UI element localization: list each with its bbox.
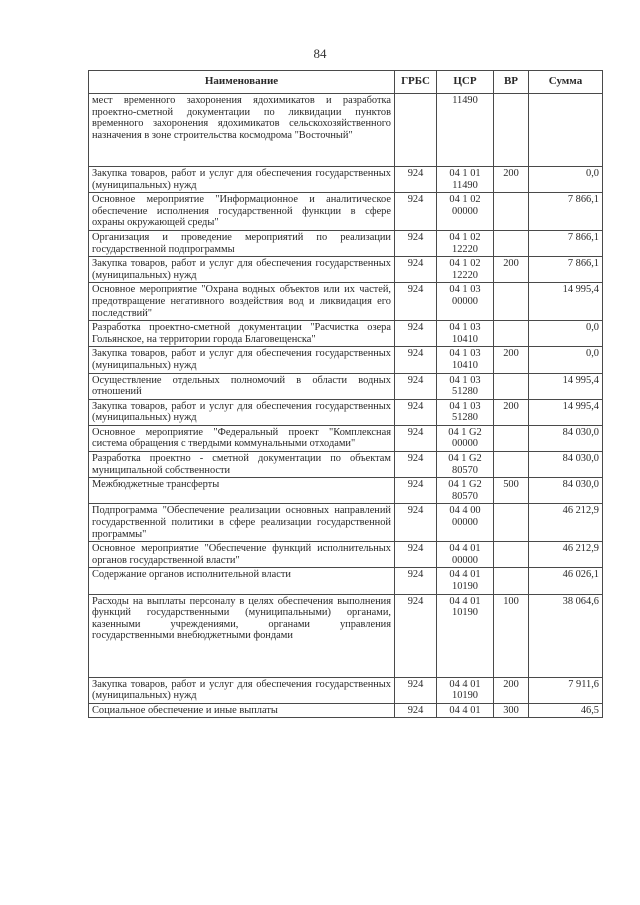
cell-csr: 04 4 01 00000	[437, 542, 494, 568]
table-row	[89, 703, 603, 718]
cell-sum: 7 866,1	[529, 257, 603, 283]
cell-vr	[494, 542, 529, 568]
cell-grbs: 924	[395, 478, 437, 504]
cell-vr	[494, 321, 529, 347]
cell-grbs: 924	[395, 568, 437, 594]
cell-sum: 7 911,6	[529, 677, 603, 703]
table-row	[89, 230, 603, 256]
cell-sum: 7 866,1	[529, 193, 603, 231]
cell-sum: 46 212,9	[529, 504, 603, 542]
cell-sum: 0,0	[529, 321, 603, 347]
cell-csr: 04 1 03 51280	[437, 399, 494, 425]
cell-name: Разработка проектно - сметной документации по объектам муниципальной собственности	[89, 452, 395, 478]
cell-vr	[494, 568, 529, 594]
cell-name: Расходы на выплаты персоналу в целях обеспечения выполнения функций государственными (муниципальными) органами, казенными учреждениями, органами управления государственными внебюджетными фондами	[89, 594, 395, 677]
cell-vr: 200	[494, 257, 529, 283]
cell-csr: 04 1 02 12220	[437, 230, 494, 256]
cell-csr: 04 4 00 00000	[437, 504, 494, 542]
table-row	[89, 504, 603, 542]
cell-grbs	[395, 94, 437, 167]
table-row	[89, 373, 603, 399]
cell-csr: 04 1 G2 80570	[437, 452, 494, 478]
cell-name: Основное мероприятие "Федеральный проект "Комплексная система обращения с твердыми коммунальными отходами"	[89, 425, 395, 451]
header-grbs: ГРБС	[395, 71, 437, 94]
cell-name: Основное мероприятие "Обеспечение функций исполнительных органов государственной власти"	[89, 542, 395, 568]
table-row	[89, 594, 603, 677]
cell-csr: 04 1 03 00000	[437, 283, 494, 321]
cell-grbs: 924	[395, 373, 437, 399]
header-name: Наименование	[89, 71, 395, 94]
cell-sum: 0,0	[529, 347, 603, 373]
cell-vr: 200	[494, 167, 529, 193]
cell-vr: 200	[494, 399, 529, 425]
cell-sum: 14 995,4	[529, 283, 603, 321]
cell-name: мест временного захоронения ядохимикатов и разработка проектно-сметной документации по ликвидации пунктов временного захоронения ядохимикатов сельскохозяйственного назначения в зоне строительства космодрома "Восточный"	[89, 94, 395, 167]
cell-csr: 04 1 02 12220	[437, 257, 494, 283]
table-row	[89, 94, 603, 167]
cell-name: Закупка товаров, работ и услуг для обеспечения государственных (муниципальных) нужд	[89, 399, 395, 425]
cell-vr	[494, 504, 529, 542]
cell-grbs: 924	[395, 321, 437, 347]
cell-csr: 04 4 01	[437, 703, 494, 718]
table-row	[89, 425, 603, 451]
cell-grbs: 924	[395, 399, 437, 425]
table-row	[89, 321, 603, 347]
cell-grbs: 924	[395, 542, 437, 568]
cell-grbs: 924	[395, 677, 437, 703]
cell-sum: 84 030,0	[529, 425, 603, 451]
cell-vr	[494, 452, 529, 478]
budget-table	[88, 70, 603, 718]
table-row	[89, 568, 603, 594]
cell-csr: 04 4 01 10190	[437, 568, 494, 594]
cell-name: Межбюджетные трансферты	[89, 478, 395, 504]
cell-name: Социальное обеспечение и иные выплаты	[89, 703, 395, 718]
cell-vr	[494, 94, 529, 167]
cell-vr: 500	[494, 478, 529, 504]
cell-csr: 04 1 03 51280	[437, 373, 494, 399]
cell-sum: 7 866,1	[529, 230, 603, 256]
header-csr: ЦСР	[437, 71, 494, 94]
cell-sum: 84 030,0	[529, 452, 603, 478]
cell-grbs: 924	[395, 347, 437, 373]
cell-vr	[494, 373, 529, 399]
cell-grbs: 924	[395, 703, 437, 718]
cell-grbs: 924	[395, 193, 437, 231]
cell-sum	[529, 94, 603, 167]
cell-vr	[494, 283, 529, 321]
table-row	[89, 542, 603, 568]
cell-sum: 46 212,9	[529, 542, 603, 568]
cell-csr: 04 4 01 10190	[437, 677, 494, 703]
cell-csr: 04 1 03 10410	[437, 347, 494, 373]
cell-vr: 100	[494, 594, 529, 677]
cell-vr: 200	[494, 677, 529, 703]
cell-grbs: 924	[395, 504, 437, 542]
table-row	[89, 347, 603, 373]
cell-csr: 04 1 03 10410	[437, 321, 494, 347]
cell-vr	[494, 193, 529, 231]
cell-name: Подпрограмма "Обеспечение реализации основных направлений государственной политики в сфере реализации государственной программы"	[89, 504, 395, 542]
page-number: 84	[313, 46, 327, 61]
cell-name: Основное мероприятие "Охрана водных объектов или их частей, предотвращение негативного воздействия вод и ликвидация его последствий"	[89, 283, 395, 321]
cell-csr: 04 1 G2 00000	[437, 425, 494, 451]
cell-grbs: 924	[395, 230, 437, 256]
cell-sum: 14 995,4	[529, 399, 603, 425]
cell-grbs: 924	[395, 425, 437, 451]
cell-name: Организация и проведение мероприятий по реализации государственной подпрограммы	[89, 230, 395, 256]
cell-sum: 38 064,6	[529, 594, 603, 677]
cell-csr: 11490	[437, 94, 494, 167]
cell-grbs: 924	[395, 167, 437, 193]
table-row	[89, 193, 603, 231]
cell-vr	[494, 425, 529, 451]
cell-sum: 84 030,0	[529, 478, 603, 504]
cell-vr: 200	[494, 347, 529, 373]
cell-grbs: 924	[395, 283, 437, 321]
cell-name: Закупка товаров, работ и услуг для обеспечения государственных (муниципальных) нужд	[89, 257, 395, 283]
cell-vr	[494, 230, 529, 256]
cell-name: Осуществление отдельных полномочий в области водных отношений	[89, 373, 395, 399]
cell-csr: 04 1 02 00000	[437, 193, 494, 231]
cell-name: Закупка товаров, работ и услуг для обеспечения государственных (муниципальных) нужд	[89, 677, 395, 703]
cell-grbs: 924	[395, 594, 437, 677]
header-vr: ВР	[494, 71, 529, 94]
table-row	[89, 257, 603, 283]
cell-csr: 04 1 G2 80570	[437, 478, 494, 504]
cell-sum: 0,0	[529, 167, 603, 193]
cell-sum: 46,5	[529, 703, 603, 718]
table-row	[89, 167, 603, 193]
cell-name: Содержание органов исполнительной власти	[89, 568, 395, 594]
cell-name: Закупка товаров, работ и услуг для обеспечения государственных (муниципальных) нужд	[89, 167, 395, 193]
cell-vr: 300	[494, 703, 529, 718]
table-row	[89, 452, 603, 478]
cell-name: Основное мероприятие "Информационное и аналитическое обеспечение исполнения государственной функции в сфере охраны окружающей среды"	[89, 193, 395, 231]
cell-name: Закупка товаров, работ и услуг для обеспечения государственных (муниципальных) нужд	[89, 347, 395, 373]
cell-grbs: 924	[395, 257, 437, 283]
table-header-row	[89, 71, 603, 94]
cell-csr: 04 4 01 10190	[437, 594, 494, 677]
cell-sum: 46 026,1	[529, 568, 603, 594]
cell-grbs: 924	[395, 452, 437, 478]
table-row	[89, 283, 603, 321]
cell-sum: 14 995,4	[529, 373, 603, 399]
header-sum: Сумма	[529, 71, 603, 94]
cell-name: Разработка проектно-сметной документации "Расчистка озера Гольянское, на территории города Благовещенска"	[89, 321, 395, 347]
table-row	[89, 478, 603, 504]
cell-csr: 04 1 01 11490	[437, 167, 494, 193]
table-row	[89, 677, 603, 703]
table-row	[89, 399, 603, 425]
